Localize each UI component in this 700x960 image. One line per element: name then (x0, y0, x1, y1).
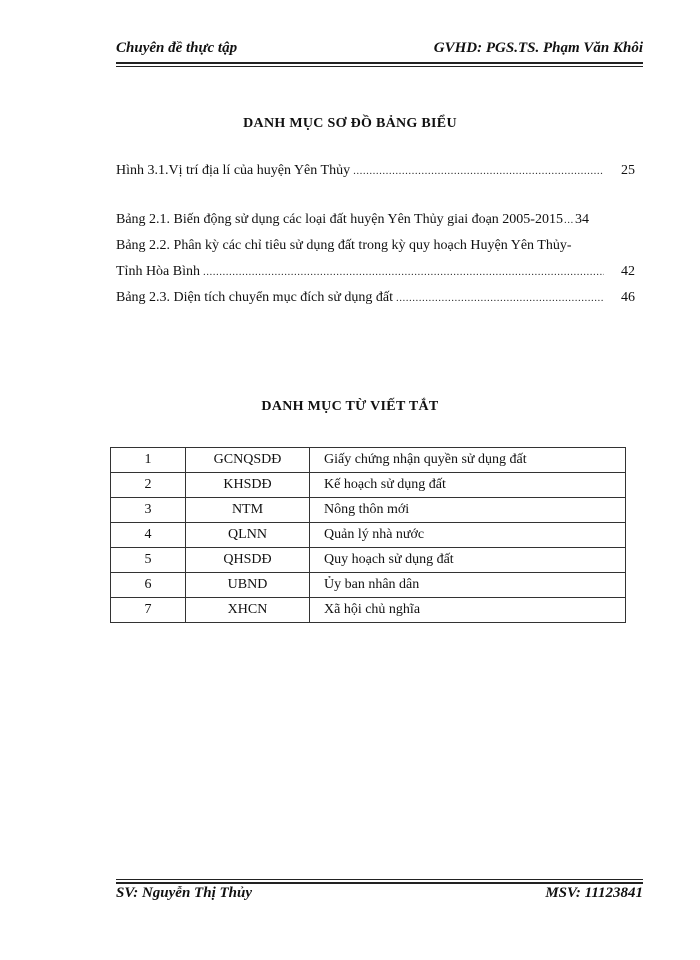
abbr-meaning: Ủy ban nhân dân (310, 573, 626, 598)
toc-entry (116, 290, 635, 306)
toc-entry-text: Hình 3.1.Vị trí địa lí của huyện Yên Thủy (116, 163, 351, 178)
abbr-code: KHSDĐ (186, 473, 310, 498)
page-footer (116, 884, 643, 906)
toc-leader-dots (203, 266, 604, 278)
toc-entry-page: 34 (574, 212, 589, 227)
abbr-code: XHCN (186, 598, 310, 623)
abbr-number: 1 (111, 448, 186, 473)
abbr-code: QHSDĐ (186, 548, 310, 573)
abbr-meaning: Quy hoạch sử dụng đất (310, 548, 626, 573)
header-course-title: Chuyên đề thực tập (116, 40, 238, 56)
toc-entry-page: 25 (621, 163, 635, 178)
page-header (116, 38, 643, 62)
header-rule-thick (116, 62, 643, 64)
table-row (111, 523, 626, 548)
abbr-meaning: Nông thôn mới (310, 498, 626, 523)
toc-leader-dots (564, 214, 574, 226)
footer-rule-thin (116, 879, 643, 880)
footer-student-name: SV: Nguyễn Thị Thủy (116, 885, 252, 901)
toc-entry-text: Tỉnh Hòa Bình (116, 264, 200, 279)
table-row (111, 473, 626, 498)
abbr-number: 6 (111, 573, 186, 598)
toc-leader-dots (353, 165, 604, 177)
toc-entry (116, 238, 635, 254)
header-supervisor: GVHD: PGS.TS. Phạm Văn Khôi (433, 40, 643, 56)
toc-entry-text: Bảng 2.2. Phân kỳ các chỉ tiêu sử dụng đất trong kỳ quy hoạch Huyện Yên Thủy- (116, 238, 572, 253)
table-row (111, 598, 626, 623)
table-row (111, 498, 626, 523)
header-rule-thin (116, 66, 643, 67)
footer-student-id: MSV: 11123841 (545, 885, 643, 901)
abbr-number: 4 (111, 523, 186, 548)
abbr-number: 3 (111, 498, 186, 523)
table-row (111, 548, 626, 573)
toc-entry-page: 46 (621, 290, 635, 305)
abbreviations-table (110, 447, 626, 623)
toc-entry-page: 42 (621, 264, 635, 279)
toc-entry-continuation (116, 264, 635, 280)
abbr-number: 2 (111, 473, 186, 498)
toc-entry-text: Bảng 2.1. Biến động sử dụng các loại đất huyện Yên Thủy giai đoạn 2005-2015 (116, 212, 563, 227)
abbr-meaning: Giấy chứng nhận quyền sử dụng đất (310, 448, 626, 473)
table-row (111, 448, 626, 473)
toc-entry-text: Bảng 2.3. Diện tích chuyển mục đích sử dụng đất (116, 290, 394, 305)
abbr-meaning: Quản lý nhà nước (310, 523, 626, 548)
abbr-number: 5 (111, 548, 186, 573)
abbr-meaning: Xã hội chủ nghĩa (310, 598, 626, 623)
abbr-code: NTM (186, 498, 310, 523)
toc-entry (116, 212, 635, 228)
abbr-code: UBND (186, 573, 310, 598)
abbr-code: GCNQSDĐ (186, 448, 310, 473)
abbr-meaning: Kế hoạch sử dụng đất (310, 473, 626, 498)
figures-list-title: DANH MỤC SƠ ĐỒ BẢNG BIỂU (243, 116, 457, 131)
table-row (111, 573, 626, 598)
abbreviations-title: DANH MỤC TỪ VIẾT TẮT (261, 399, 439, 414)
toc-leader-dots (396, 292, 604, 304)
abbr-number: 7 (111, 598, 186, 623)
abbr-code: QLNN (186, 523, 310, 548)
toc-entry (116, 163, 635, 179)
